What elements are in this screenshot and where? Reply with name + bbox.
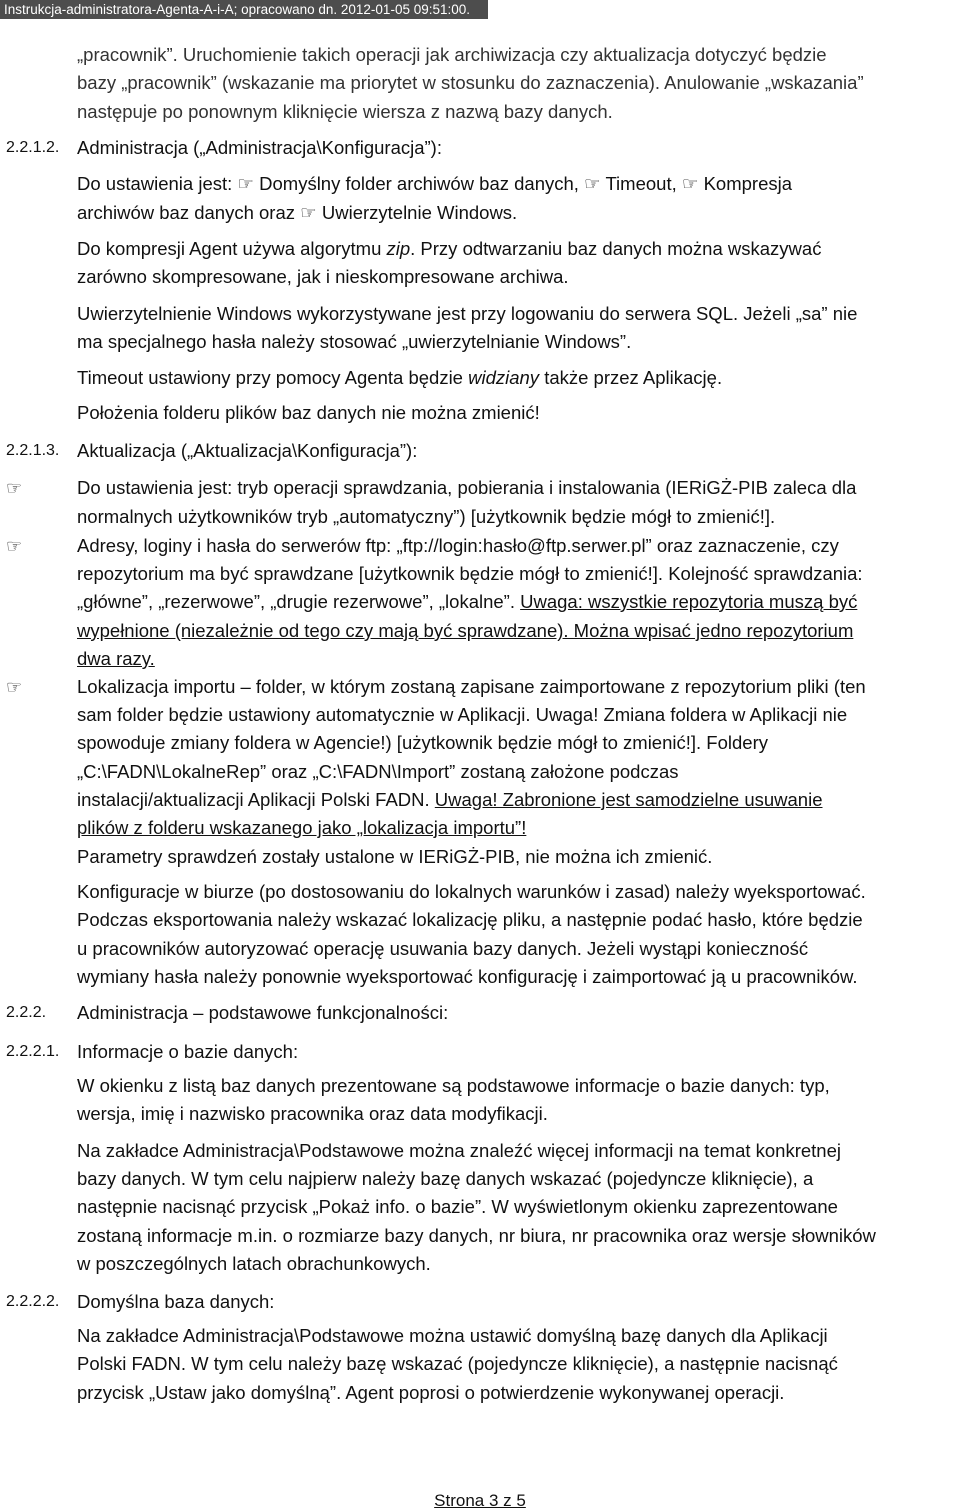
hand-pointer-icon: ☞ [6,536,23,556]
bullet-line [77,588,857,616]
hand-pointer-icon: ☞ [6,677,23,697]
paragraph-line: Na zakładce Administracja\Podstawowe można znaleźć więcej informacji na temat konkretnej [77,1140,841,1161]
underlined-warning: Uwaga: wszystkie repozytoria muszą być [520,591,858,612]
text-run: Timeout ustawiony przy pomocy Agenta będzie [77,367,469,388]
section-heading: Aktualizacja („Aktualizacja\Konfiguracja”): [77,440,418,461]
text-run: także przez Aplikację. [539,367,723,388]
underlined-warning: dwa razy. [77,648,155,669]
text-run: u pracowników autoryzować operację usuwania bazy danych [77,938,577,959]
paragraph-line: wymiany hasła należy ponownie wyeksportować konfigurację i zaimportować ją u pracowników. [77,966,858,987]
bullet-line: normalnych użytkowników tryb „automatyczny”) [użytkownik będzie mógł to zmienić!]. [77,506,776,527]
bullet-line: repozytorium ma być sprawdzane [użytkownik będzie mógł to zmienić!]. Kolejność sprawdzania: [77,563,863,584]
text-run: . Jeżeli wystąpi konieczność [576,938,809,959]
paragraph-line: Polski FADN. W tym celu należy bazę wskazać (pojedyncze kliknięcie), a następnie nacisnąć [77,1353,838,1374]
paragraph-line: wersja, imię i nazwisko pracownika oraz data modyfikacji. [77,1103,548,1124]
paragraph-line: Położenia folderu plików baz danych nie można zmienić! [77,402,540,423]
paragraph-line [77,935,808,963]
section-heading: Administracja („Administracja\Konfiguracja”): [77,137,442,158]
paragraph-line: następuje po ponownym kliknięcie wiersza z nazwą bazy danych. [77,101,613,122]
paragraph-line: zostaną informacje m.in. o rozmiarze bazy danych, nr biura, nr pracownika oraz wersje słowników [77,1225,876,1246]
underlined-warning: Uwaga! Zabronione jest samodzielne usuwanie [434,789,823,810]
paragraph-line: Do ustawienia jest: ☞ Domyślny folder archiwów baz danych, ☞ Timeout, ☞ Kompresja [77,173,793,194]
page-number-footer: Strona 3 z 5 [434,1491,526,1510]
paragraph-line: Podczas eksportowania należy wskazać lokalizację pliku, a następnie podać hasło, które będzie [77,909,863,930]
text-run: instalacji/aktualizacji Aplikacji Polski FADN. [77,789,435,810]
paragraph-line: zarówno skompresowane, jak i nieskompresowane archiwa. [77,266,569,287]
paragraph-line: „pracownik”. Uruchomienie takich operacji jak archiwizacja czy aktualizacja dotyczyć będzie [77,44,827,65]
paragraph-line: archiwów baz danych oraz ☞ Uwierzytelnie Windows. [77,202,518,223]
bullet-line: Do ustawienia jest: tryb operacji sprawdzania, pobierania i instalowania (IERiGŻ-PIB zaleca dla [77,477,857,498]
underlined-warning: wypełnione (niezależnie od tego czy mają być sprawdzane). Można wpisać jedno repozytorium [77,620,854,641]
paragraph-line: bazy danych. W tym celu najpierw należy bazę danych wskazać (pojedyncze kliknięcie), a [77,1168,814,1189]
bullet-line: Adresy, loginy i hasła do serwerów ftp: „ftp://login:hasło@ftp.serwer.pl” oraz zaznaczenie, czy [77,535,839,556]
paragraph-line: przycisk „Ustaw jako domyślną”. Agent poprosi o potwierdzenie wykonywanej operacji. [77,1382,785,1403]
paragraph-line [77,364,722,392]
paragraph-line: Parametry sprawdzeń zostały ustalone w IERiGŻ-PIB, nie można ich zmienić. [77,846,713,867]
text-run: Do kompresji Agent używa algorytmu [77,238,387,259]
section-number: 2.2.1.3. [6,442,60,459]
paragraph-line: w poszczególnych latach obrachunkowych. [77,1253,431,1274]
paragraph-line: Konfiguracje w biurze (po dostosowaniu do lokalnych warunków i zasad) należy wyeksportować. [77,881,866,902]
bullet-line: Lokalizacja importu – folder, w którym zostaną zapisane zaimportowane z repozytorium pliki (ten [77,676,866,697]
document-header-title: Instrukcja-administratora-Agenta-A-i-A; opracowano dn. 2012-01-05 09:51:00. [4,2,471,17]
paragraph-line: W okienku z listą baz danych prezentowane są podstawowe informacje o bazie danych: typ, [77,1075,830,1096]
paragraph-line: Uwierzytelnienie Windows wykorzystywane jest przy logowaniu do serwera SQL. Jeżeli „sa” nie [77,303,858,324]
section-number: 2.2.2. [6,1004,47,1021]
text-run: . Przy odtwarzaniu baz danych można wskazywać [410,238,822,259]
paragraph-line: następnie nacisnąć przycisk „Pokaż info. o bazie”. W wyświetlonym okienku zaprezentowane [77,1196,838,1217]
paragraph-line: Na zakładce Administracja\Podstawowe można ustawić domyślną bazę danych dla Aplikacji [77,1325,828,1346]
underlined-warning: plików z folderu wskazanego jako „lokalizacja importu”! [77,817,527,838]
bullet-line: sam folder będzie ustawiony automatycznie w Aplikacji. Uwaga! Zmiana foldera w Aplikacji nie [77,704,848,725]
paragraph-line [77,235,821,263]
italic-term: widziany [468,367,540,388]
bullet-line: „C:\FADN\LokalneRep” oraz „C:\FADN\Import” zostaną założone podczas [77,761,679,782]
bullet-line [77,786,823,814]
section-number: 2.2.2.1. [6,1043,60,1060]
section-number: 2.2.2.2. [6,1293,60,1310]
italic-term: zip [386,238,411,259]
hand-pointer-icon: ☞ [6,478,23,498]
section-number: 2.2.1.2. [6,139,60,156]
paragraph-line: ma specjalnego hasła należy stosować „uwierzytelnianie Windows”. [77,331,632,352]
text-run: „główne”, „rezerwowe”, „drugie rezerwowe”, „lokalne”. [77,591,521,612]
section-heading: Domyślna baza danych: [77,1291,275,1312]
section-heading: Administracja – podstawowe funkcjonalności: [77,1002,449,1023]
section-heading: Informacje o bazie danych: [77,1041,299,1062]
bullet-line: spowoduje zmiany foldera w Agencie!) [użytkownik będzie mógł to zmienić!]. Foldery [77,732,768,753]
paragraph-line: bazy „pracownik” (wskazanie ma priorytet w stosunku do zaznaczenia). Anulowanie „wskazania” [77,72,864,93]
